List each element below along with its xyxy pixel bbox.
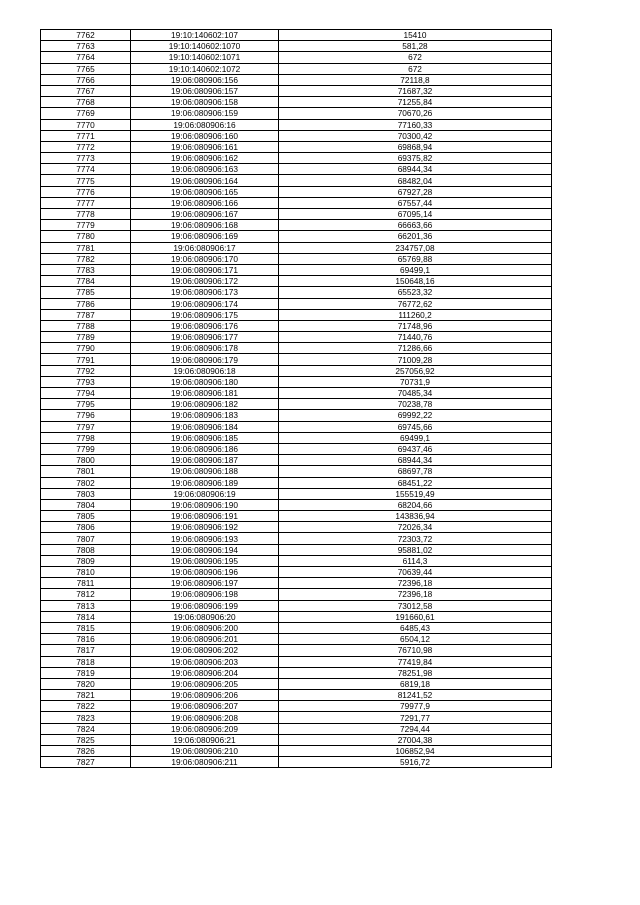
value-cell: 69868,94 — [279, 141, 552, 152]
table-row — [41, 611, 552, 622]
value-cell: 76772,62 — [279, 298, 552, 309]
cadastral-number-cell: 19:10:140602:1072 — [131, 63, 279, 74]
value-cell: 7294,44 — [279, 723, 552, 734]
cadastral-number-cell: 19:06:080906:204 — [131, 667, 279, 678]
value-cell: 6819,18 — [279, 678, 552, 689]
cadastral-number-cell: 19:06:080906:198 — [131, 589, 279, 600]
cadastral-number-cell: 19:06:080906:176 — [131, 320, 279, 331]
cadastral-number-cell: 19:06:080906:192 — [131, 522, 279, 533]
row-number-cell: 7809 — [41, 555, 131, 566]
table-row — [41, 488, 552, 499]
cadastral-number-cell: 19:06:080906:186 — [131, 443, 279, 454]
row-number-cell: 7762 — [41, 30, 131, 41]
cadastral-number-cell: 19:06:080906:194 — [131, 544, 279, 555]
value-cell: 72303,72 — [279, 533, 552, 544]
cadastral-number-cell: 19:06:080906:209 — [131, 723, 279, 734]
cadastral-number-cell: 19:06:080906:169 — [131, 231, 279, 242]
row-number-cell: 7770 — [41, 119, 131, 130]
table-row — [41, 600, 552, 611]
table-row — [41, 399, 552, 410]
table-row — [41, 85, 552, 96]
row-number-cell: 7776 — [41, 186, 131, 197]
row-number-cell: 7765 — [41, 63, 131, 74]
table-row — [41, 634, 552, 645]
cadastral-number-cell: 19:06:080906:168 — [131, 220, 279, 231]
table-row — [41, 242, 552, 253]
row-number-cell: 7799 — [41, 443, 131, 454]
value-cell: 66201,36 — [279, 231, 552, 242]
table-row — [41, 253, 552, 264]
value-cell: 155519,49 — [279, 488, 552, 499]
cadastral-number-cell: 19:06:080906:181 — [131, 388, 279, 399]
row-number-cell: 7826 — [41, 746, 131, 757]
row-number-cell: 7812 — [41, 589, 131, 600]
cadastral-number-cell: 19:06:080906:18 — [131, 365, 279, 376]
cadastral-number-cell: 19:06:080906:190 — [131, 499, 279, 510]
table-row — [41, 555, 552, 566]
row-number-cell: 7814 — [41, 611, 131, 622]
table-row — [41, 443, 552, 454]
cadastral-number-cell: 19:06:080906:203 — [131, 656, 279, 667]
table-body — [41, 30, 552, 768]
table-row — [41, 220, 552, 231]
cadastral-number-cell: 19:06:080906:178 — [131, 343, 279, 354]
value-cell: 69499,1 — [279, 432, 552, 443]
row-number-cell: 7777 — [41, 197, 131, 208]
value-cell: 234757,08 — [279, 242, 552, 253]
row-number-cell: 7773 — [41, 153, 131, 164]
table-row — [41, 533, 552, 544]
table-row — [41, 164, 552, 175]
row-number-cell: 7796 — [41, 410, 131, 421]
value-cell: 6485,43 — [279, 622, 552, 633]
cadastral-number-cell: 19:06:080906:159 — [131, 108, 279, 119]
cadastral-number-cell: 19:10:140602:1070 — [131, 41, 279, 52]
cadastral-number-cell: 19:06:080906:187 — [131, 455, 279, 466]
table-row — [41, 343, 552, 354]
cadastral-number-cell: 19:06:080906:163 — [131, 164, 279, 175]
table-row — [41, 622, 552, 633]
cadastral-number-cell: 19:06:080906:184 — [131, 421, 279, 432]
row-number-cell: 7786 — [41, 298, 131, 309]
row-number-cell: 7797 — [41, 421, 131, 432]
value-cell: 76710,98 — [279, 645, 552, 656]
value-cell: 150648,16 — [279, 276, 552, 287]
row-number-cell: 7769 — [41, 108, 131, 119]
table-row — [41, 757, 552, 768]
row-number-cell: 7802 — [41, 477, 131, 488]
row-number-cell: 7766 — [41, 74, 131, 85]
value-cell: 71009,28 — [279, 354, 552, 365]
cadastral-number-cell: 19:06:080906:200 — [131, 622, 279, 633]
value-cell: 70731,9 — [279, 376, 552, 387]
row-number-cell: 7810 — [41, 567, 131, 578]
row-number-cell: 7808 — [41, 544, 131, 555]
table-row — [41, 320, 552, 331]
table-row — [41, 589, 552, 600]
cadastral-number-cell: 19:06:080906:191 — [131, 511, 279, 522]
cadastral-number-cell: 19:06:080906:193 — [131, 533, 279, 544]
table-row — [41, 309, 552, 320]
cadastral-number-cell: 19:06:080906:206 — [131, 690, 279, 701]
table-row — [41, 746, 552, 757]
table-row — [41, 499, 552, 510]
cadastral-number-cell: 19:06:080906:189 — [131, 477, 279, 488]
cadastral-number-cell: 19:06:080906:207 — [131, 701, 279, 712]
row-number-cell: 7784 — [41, 276, 131, 287]
row-number-cell: 7800 — [41, 455, 131, 466]
row-number-cell: 7792 — [41, 365, 131, 376]
table-row — [41, 667, 552, 678]
value-cell: 67095,14 — [279, 209, 552, 220]
cadastral-number-cell: 19:06:080906:17 — [131, 242, 279, 253]
value-cell: 15410 — [279, 30, 552, 41]
value-cell: 72396,18 — [279, 589, 552, 600]
value-cell: 68944,34 — [279, 455, 552, 466]
row-number-cell: 7819 — [41, 667, 131, 678]
value-cell: 95881,02 — [279, 544, 552, 555]
value-cell: 65523,32 — [279, 287, 552, 298]
table-row — [41, 511, 552, 522]
value-cell: 69499,1 — [279, 264, 552, 275]
row-number-cell: 7787 — [41, 309, 131, 320]
value-cell: 672 — [279, 63, 552, 74]
row-number-cell: 7771 — [41, 130, 131, 141]
cadastral-number-cell: 19:06:080906:161 — [131, 141, 279, 152]
value-cell: 7291,77 — [279, 712, 552, 723]
table-row — [41, 656, 552, 667]
row-number-cell: 7803 — [41, 488, 131, 499]
cadastral-number-cell: 19:06:080906:173 — [131, 287, 279, 298]
row-number-cell: 7783 — [41, 264, 131, 275]
value-cell: 72026,34 — [279, 522, 552, 533]
row-number-cell: 7824 — [41, 723, 131, 734]
row-number-cell: 7795 — [41, 399, 131, 410]
table-row — [41, 209, 552, 220]
row-number-cell: 7781 — [41, 242, 131, 253]
row-number-cell: 7804 — [41, 499, 131, 510]
table-row — [41, 197, 552, 208]
table-row — [41, 578, 552, 589]
row-number-cell: 7820 — [41, 678, 131, 689]
value-cell: 70485,34 — [279, 388, 552, 399]
cadastral-number-cell: 19:06:080906:165 — [131, 186, 279, 197]
table-row — [41, 264, 552, 275]
value-cell: 70639,44 — [279, 567, 552, 578]
table-row — [41, 298, 552, 309]
row-number-cell: 7782 — [41, 253, 131, 264]
value-cell: 70670,26 — [279, 108, 552, 119]
value-cell: 68451,22 — [279, 477, 552, 488]
row-number-cell: 7763 — [41, 41, 131, 52]
cadastral-number-cell: 19:06:080906:16 — [131, 119, 279, 130]
row-number-cell: 7794 — [41, 388, 131, 399]
table-row — [41, 734, 552, 745]
row-number-cell: 7790 — [41, 343, 131, 354]
row-number-cell: 7775 — [41, 175, 131, 186]
table-row — [41, 141, 552, 152]
cadastral-number-cell: 19:06:080906:211 — [131, 757, 279, 768]
value-cell: 581,28 — [279, 41, 552, 52]
row-number-cell: 7778 — [41, 209, 131, 220]
value-cell: 69375,82 — [279, 153, 552, 164]
cadastral-number-cell: 19:06:080906:157 — [131, 85, 279, 96]
table-row — [41, 376, 552, 387]
cadastral-number-cell: 19:06:080906:201 — [131, 634, 279, 645]
cadastral-number-cell: 19:06:080906:19 — [131, 488, 279, 499]
row-number-cell: 7827 — [41, 757, 131, 768]
row-number-cell: 7779 — [41, 220, 131, 231]
value-cell: 79977,9 — [279, 701, 552, 712]
cadastral-number-cell: 19:06:080906:196 — [131, 567, 279, 578]
cadastral-number-cell: 19:06:080906:174 — [131, 298, 279, 309]
table-row — [41, 388, 552, 399]
table-row — [41, 522, 552, 533]
cadastral-number-cell: 19:06:080906:183 — [131, 410, 279, 421]
table-row — [41, 645, 552, 656]
table-row — [41, 332, 552, 343]
value-cell: 27004,38 — [279, 734, 552, 745]
value-cell: 67927,28 — [279, 186, 552, 197]
table-row — [41, 186, 552, 197]
value-cell: 672 — [279, 52, 552, 63]
row-number-cell: 7813 — [41, 600, 131, 611]
table-row — [41, 678, 552, 689]
cadastral-number-cell: 19:06:080906:162 — [131, 153, 279, 164]
value-cell: 68204,66 — [279, 499, 552, 510]
value-cell: 77160,33 — [279, 119, 552, 130]
table-row — [41, 153, 552, 164]
value-cell: 257056,92 — [279, 365, 552, 376]
table-row — [41, 544, 552, 555]
row-number-cell: 7823 — [41, 712, 131, 723]
value-cell: 70300,42 — [279, 130, 552, 141]
cadastral-number-cell: 19:06:080906:197 — [131, 578, 279, 589]
row-number-cell: 7807 — [41, 533, 131, 544]
table-row — [41, 119, 552, 130]
cadastral-number-cell: 19:06:080906:188 — [131, 466, 279, 477]
row-number-cell: 7774 — [41, 164, 131, 175]
cadastral-number-cell: 19:06:080906:195 — [131, 555, 279, 566]
cadastral-number-cell: 19:06:080906:185 — [131, 432, 279, 443]
table-row — [41, 354, 552, 365]
value-cell: 72118,8 — [279, 74, 552, 85]
table-row — [41, 365, 552, 376]
cadastral-number-cell: 19:06:080906:199 — [131, 600, 279, 611]
row-number-cell: 7772 — [41, 141, 131, 152]
row-number-cell: 7816 — [41, 634, 131, 645]
cadastral-number-cell: 19:10:140602:107 — [131, 30, 279, 41]
cadastral-number-cell: 19:06:080906:171 — [131, 264, 279, 275]
value-cell: 5916,72 — [279, 757, 552, 768]
value-cell: 68944,34 — [279, 164, 552, 175]
row-number-cell: 7815 — [41, 622, 131, 633]
table-row — [41, 712, 552, 723]
row-number-cell: 7817 — [41, 645, 131, 656]
data-table — [40, 29, 552, 768]
row-number-cell: 7793 — [41, 376, 131, 387]
cadastral-number-cell: 19:06:080906:166 — [131, 197, 279, 208]
table-row — [41, 477, 552, 488]
table-row — [41, 466, 552, 477]
cadastral-number-cell: 19:06:080906:180 — [131, 376, 279, 387]
cadastral-number-cell: 19:06:080906:164 — [131, 175, 279, 186]
cadastral-number-cell: 19:06:080906:177 — [131, 332, 279, 343]
table-row — [41, 287, 552, 298]
value-cell: 65769,88 — [279, 253, 552, 264]
table-row — [41, 74, 552, 85]
cadastral-number-cell: 19:06:080906:179 — [131, 354, 279, 365]
row-number-cell: 7791 — [41, 354, 131, 365]
value-cell: 72396,18 — [279, 578, 552, 589]
value-cell: 69745,66 — [279, 421, 552, 432]
row-number-cell: 7768 — [41, 97, 131, 108]
cadastral-number-cell: 19:06:080906:208 — [131, 712, 279, 723]
value-cell: 68482,04 — [279, 175, 552, 186]
row-number-cell: 7788 — [41, 320, 131, 331]
row-number-cell: 7825 — [41, 734, 131, 745]
table-row — [41, 52, 552, 63]
row-number-cell: 7780 — [41, 231, 131, 242]
cadastral-number-cell: 19:06:080906:205 — [131, 678, 279, 689]
cadastral-number-cell: 19:06:080906:170 — [131, 253, 279, 264]
value-cell: 6504,12 — [279, 634, 552, 645]
row-number-cell: 7811 — [41, 578, 131, 589]
row-number-cell: 7798 — [41, 432, 131, 443]
value-cell: 191660,61 — [279, 611, 552, 622]
row-number-cell: 7767 — [41, 85, 131, 96]
table-row — [41, 701, 552, 712]
row-number-cell: 7801 — [41, 466, 131, 477]
table-row — [41, 231, 552, 242]
table-row — [41, 41, 552, 52]
table-row — [41, 30, 552, 41]
row-number-cell: 7805 — [41, 511, 131, 522]
row-number-cell: 7764 — [41, 52, 131, 63]
value-cell: 70238,78 — [279, 399, 552, 410]
table-row — [41, 567, 552, 578]
table-row — [41, 108, 552, 119]
value-cell: 71255,84 — [279, 97, 552, 108]
value-cell: 71687,32 — [279, 85, 552, 96]
row-number-cell: 7785 — [41, 287, 131, 298]
table-row — [41, 175, 552, 186]
value-cell: 78251,98 — [279, 667, 552, 678]
table-row — [41, 723, 552, 734]
cadastral-number-cell: 19:06:080906:160 — [131, 130, 279, 141]
value-cell: 67557,44 — [279, 197, 552, 208]
cadastral-number-cell: 19:06:080906:167 — [131, 209, 279, 220]
value-cell: 106852,94 — [279, 746, 552, 757]
value-cell: 69437,46 — [279, 443, 552, 454]
row-number-cell: 7822 — [41, 701, 131, 712]
cadastral-number-cell: 19:06:080906:156 — [131, 74, 279, 85]
table-row — [41, 130, 552, 141]
cadastral-number-cell: 19:10:140602:1071 — [131, 52, 279, 63]
row-number-cell: 7789 — [41, 332, 131, 343]
value-cell: 66663,66 — [279, 220, 552, 231]
value-cell: 71286,66 — [279, 343, 552, 354]
table-row — [41, 690, 552, 701]
table-row — [41, 421, 552, 432]
value-cell: 73012,58 — [279, 600, 552, 611]
table-row — [41, 432, 552, 443]
value-cell: 111260,2 — [279, 309, 552, 320]
value-cell: 81241,52 — [279, 690, 552, 701]
value-cell: 71440,76 — [279, 332, 552, 343]
cadastral-number-cell: 19:06:080906:158 — [131, 97, 279, 108]
table-row — [41, 410, 552, 421]
cadastral-number-cell: 19:06:080906:210 — [131, 746, 279, 757]
value-cell: 71748,96 — [279, 320, 552, 331]
value-cell: 69992,22 — [279, 410, 552, 421]
table-row — [41, 276, 552, 287]
row-number-cell: 7818 — [41, 656, 131, 667]
value-cell: 143836,94 — [279, 511, 552, 522]
value-cell: 6114,3 — [279, 555, 552, 566]
cadastral-number-cell: 19:06:080906:175 — [131, 309, 279, 320]
cadastral-number-cell: 19:06:080906:202 — [131, 645, 279, 656]
row-number-cell: 7806 — [41, 522, 131, 533]
cadastral-number-cell: 19:06:080906:182 — [131, 399, 279, 410]
cadastral-number-cell: 19:06:080906:172 — [131, 276, 279, 287]
row-number-cell: 7821 — [41, 690, 131, 701]
table-row — [41, 455, 552, 466]
value-cell: 77419,84 — [279, 656, 552, 667]
table-row — [41, 97, 552, 108]
cadastral-number-cell: 19:06:080906:20 — [131, 611, 279, 622]
table-row — [41, 63, 552, 74]
value-cell: 68697,78 — [279, 466, 552, 477]
cadastral-number-cell: 19:06:080906:21 — [131, 734, 279, 745]
